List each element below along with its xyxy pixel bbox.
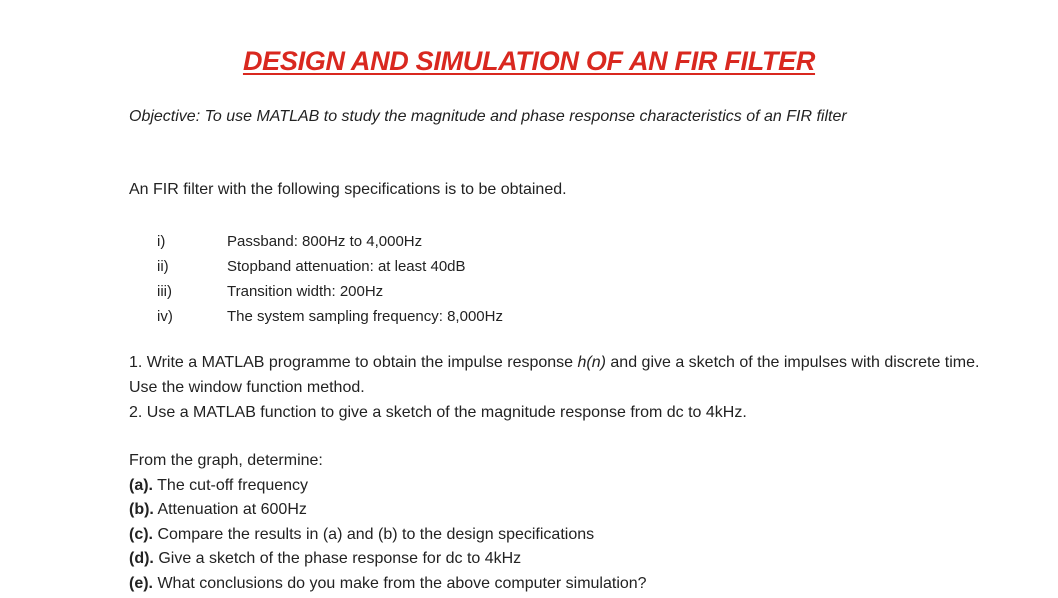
question-text: Compare the results in (a) and (b) to the design specifications (153, 525, 595, 543)
spec-number: iv) (157, 308, 173, 325)
spec-number: iii) (157, 283, 172, 300)
question-e (129, 572, 647, 597)
question-text: Give a sketch of the phase response for dc to 4kHz (153, 550, 522, 567)
specifications-list (157, 229, 503, 329)
question-a (129, 474, 647, 499)
spec-text: Stopband attenuation: at least 40dB (227, 258, 466, 275)
objective-text: Objective: To use MATLAB to study the magnitude and phase response characteristics of an FIR filter (129, 108, 847, 125)
task-1-text-end: and give a sketch of the impulses with discrete time. Use the window function method. (129, 354, 980, 396)
task-2: 2. Use a MATLAB function to give a sketch of the magnitude response from dc to 4kHz. (129, 404, 747, 421)
spec-item (157, 304, 503, 329)
question-text: Attenuation at 600Hz (153, 501, 307, 518)
document-title: DESIGN AND SIMULATION OF AN FIR FILTER (242, 46, 816, 76)
question-label: (d). (129, 550, 154, 567)
tasks-section (129, 350, 1009, 425)
task-1-impulse-symbol: h(n) (577, 354, 606, 371)
spec-number: i) (157, 233, 166, 250)
spec-item (157, 254, 503, 279)
question-text: The cut-off frequency (153, 476, 309, 494)
task-1-text-start: 1. Write a MATLAB programme to obtain the impulse response (129, 354, 578, 371)
spec-text: The system sampling frequency: 8,000Hz (227, 308, 503, 325)
question-label: (e). (129, 574, 153, 592)
intro-text: An FIR filter with the following specifications is to be obtained. (129, 181, 567, 198)
spec-text: Transition width: 200Hz (227, 283, 384, 300)
task-1 (129, 350, 1009, 400)
question-text: What conclusions do you make from the above computer simulation? (153, 574, 647, 592)
spec-item (157, 229, 503, 254)
spec-item (157, 279, 503, 304)
spec-number: ii) (157, 258, 169, 275)
graph-questions (129, 449, 647, 596)
question-c (129, 523, 647, 548)
question-label: (b). (129, 501, 154, 518)
question-label: (c). (129, 525, 153, 543)
question-label: (a). (129, 476, 153, 494)
question-b (129, 498, 647, 523)
spec-text: Passband: 800Hz to 4,000Hz (227, 233, 423, 250)
graph-heading: From the graph, determine: (129, 452, 323, 469)
question-d (129, 547, 647, 572)
